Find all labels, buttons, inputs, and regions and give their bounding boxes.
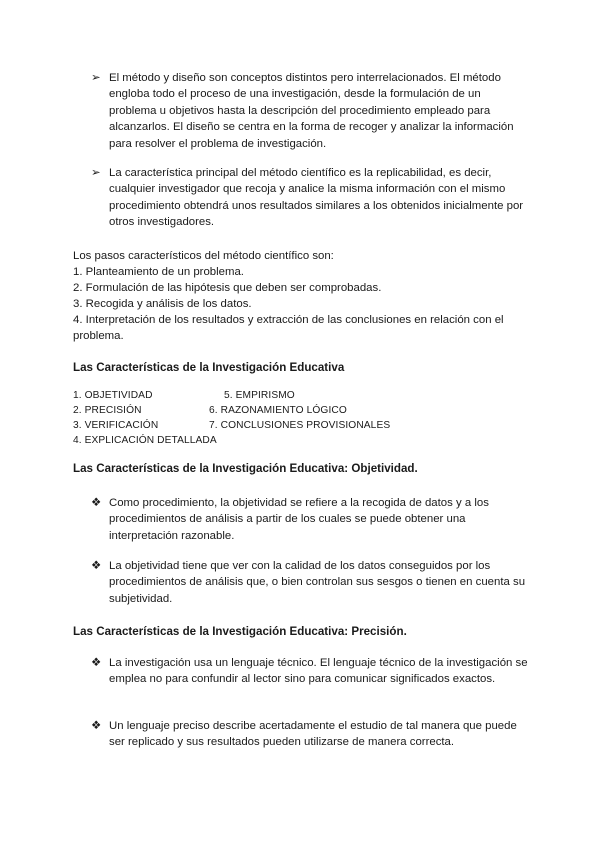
step-item: 4. Interpretación de los resultados y extracción de las conclusiones en relación con el problema.: [73, 314, 504, 343]
arrow-bullet-icon: ➢: [91, 72, 101, 84]
objetividad-bullet-text: La objetividad tiene que ver con la calidad de los datos conseguidos por los procedimientos de análisis que, o bien controlan sus sesgos o tienen en cuenta su subjetividad.: [109, 560, 526, 605]
steps-intro: Los pasos característicos del método científico son:: [73, 250, 334, 262]
diamond-bullet-icon: ❖: [91, 657, 102, 669]
precision-heading: Las Características de la Investigación Educativa: Precisión.: [73, 625, 407, 638]
precision-bullet-text: La investigación usa un lenguaje técnico. El lenguaje técnico de la investigación se emplea no para confundir al lector sino para comunicar significados exactos.: [109, 657, 528, 686]
characteristic-item: 3. VERIFICACIÓN: [73, 420, 159, 431]
step-item: 1. Planteamiento de un problema.: [73, 266, 244, 278]
step-item: 3. Recogida y análisis de los datos.: [73, 298, 252, 310]
precision-bullet-text: Un lenguaje preciso describe acertadamente el estudio de tal manera que puede ser replicado y sus resultados pueden utilizarse de manera correcta.: [109, 720, 517, 749]
diamond-bullet-icon: ❖: [91, 720, 102, 732]
arrow-bullet-icon: ➢: [91, 167, 101, 179]
characteristics-heading: Las Características de la Investigación Educativa: [73, 361, 345, 374]
objetividad-heading: Las Características de la Investigación Educativa: Objetividad.: [73, 462, 418, 475]
diamond-bullet-icon: ❖: [91, 497, 102, 509]
diamond-bullet-icon: ❖: [91, 560, 102, 572]
intro-bullet-text: La característica principal del método científico es la replicabilidad, es decir, cualquier investigador que recoja y analice la misma información con el mismo procedimiento obtendrá unos resultados similares a los obtenidos inicialmente por otros investigadores.: [109, 167, 524, 229]
characteristic-item: 7. CONCLUSIONES PROVISIONALES: [209, 420, 391, 431]
intro-bullet-text: El método y diseño son conceptos distintos pero interrelacionados. El método engloba todo el proceso de una investigación, desde la formulación de un problema u objetivos hasta la descripción del procedimiento empleado para alcanzarlos. El diseño se centra en la forma de recoger y analizar la información para resolver el problema de investigación.: [109, 72, 514, 150]
characteristic-item: 5. EMPIRISMO: [224, 390, 295, 401]
characteristic-item: 2. PRECISIÓN: [73, 405, 142, 416]
objetividad-bullet-text: Como procedimiento, la objetividad se refiere a la recogida de datos y a los procedimientos de análisis a partir de los cuales se puede obtener una interpretación razonable.: [109, 497, 489, 542]
step-item: 2. Formulación de las hipótesis que deben ser comprobadas.: [73, 282, 382, 294]
characteristic-item: 6. RAZONAMIENTO LÓGICO: [209, 405, 347, 416]
characteristic-item: 1. OBJETIVIDAD: [73, 390, 153, 401]
characteristic-item: 4. EXPLICACIÓN DETALLADA: [73, 435, 217, 446]
